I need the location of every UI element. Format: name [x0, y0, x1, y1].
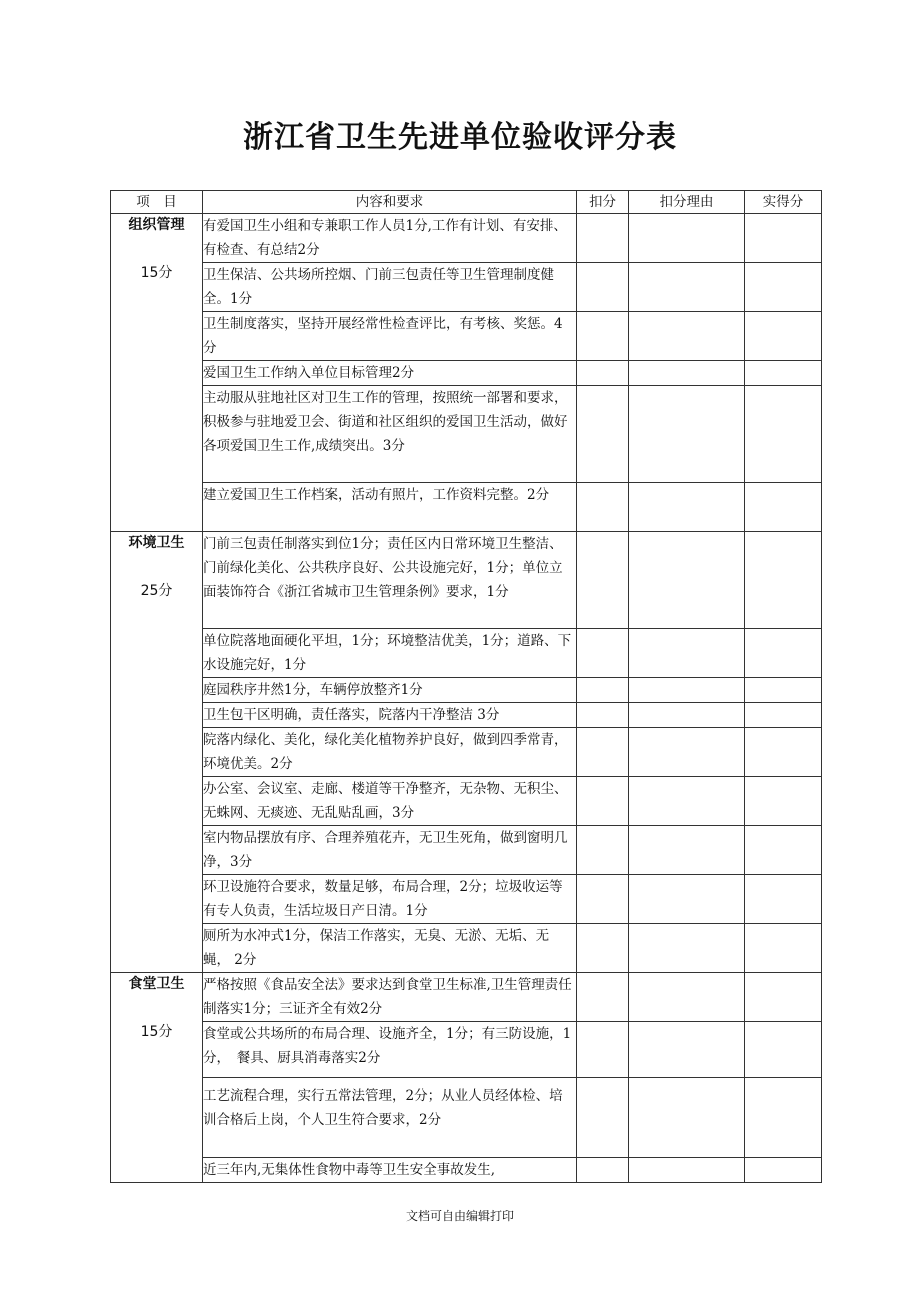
- reason-cell[interactable]: [629, 214, 745, 263]
- table-row: [111, 678, 822, 703]
- actual-cell[interactable]: [745, 728, 822, 777]
- requirement-text: 办公室、会议室、走廊、楼道等干净整齐，无杂物、无积尘、无蛛网、无痰迹、无乱贴乱画，3分: [203, 777, 577, 826]
- requirement-text: 严格按照《食品安全法》要求达到食堂卫生标准,卫生管理责任制落实1分；三证齐全有效2分: [203, 973, 577, 1022]
- deduct-cell[interactable]: [577, 924, 629, 973]
- deduct-cell[interactable]: [577, 532, 629, 629]
- requirement-text: 院落内绿化、美化，绿化美化植物养护良好，做到四季常青，环境优美。2分: [203, 728, 577, 777]
- requirement-text: 卫生包干区明确，责任落实，院落内干净整洁 3分: [203, 703, 577, 728]
- actual-cell[interactable]: [745, 1158, 822, 1183]
- actual-cell[interactable]: [745, 312, 822, 361]
- table-row: [111, 629, 822, 678]
- section-cell: [111, 214, 203, 532]
- section-name: 环境卫生: [128, 535, 185, 551]
- section-score: 15分: [140, 1024, 173, 1040]
- requirement-text: 有爱国卫生小组和专兼职工作人员1分,工作有计划、有安排、有检查、有总结2分: [203, 214, 577, 263]
- requirement-text: 单位院落地面硬化平坦，1分；环境整洁优美，1分；道路、下水设施完好，1分: [203, 629, 577, 678]
- table-row: [111, 1158, 822, 1183]
- reason-cell[interactable]: [629, 1158, 745, 1183]
- reason-cell[interactable]: [629, 703, 745, 728]
- deduct-cell[interactable]: [577, 1158, 629, 1183]
- table-row: [111, 703, 822, 728]
- reason-cell[interactable]: [629, 532, 745, 629]
- actual-cell[interactable]: [745, 214, 822, 263]
- section-score: 15分: [140, 265, 173, 281]
- section-cell: [111, 973, 203, 1183]
- table-row: [111, 826, 822, 875]
- table-row: [111, 875, 822, 924]
- actual-cell[interactable]: [745, 1022, 822, 1078]
- deduct-cell[interactable]: [577, 386, 629, 483]
- requirement-text: 卫生制度落实，坚持开展经常性检查评比，有考核、奖惩。4分: [203, 312, 577, 361]
- reason-cell[interactable]: [629, 678, 745, 703]
- requirement-text: 爱国卫生工作纳入单位目标管理2分: [203, 361, 577, 386]
- deduct-cell[interactable]: [577, 1078, 629, 1158]
- actual-cell[interactable]: [745, 483, 822, 532]
- header-item: 项 目: [111, 191, 203, 214]
- reason-cell[interactable]: [629, 875, 745, 924]
- table-row: [111, 312, 822, 361]
- reason-cell[interactable]: [629, 629, 745, 678]
- table-row: [111, 973, 822, 1022]
- reason-cell[interactable]: [629, 361, 745, 386]
- table-row: [111, 924, 822, 973]
- actual-cell[interactable]: [745, 924, 822, 973]
- section-name: 组织管理: [128, 217, 185, 233]
- page-footer: 文档可自由编辑打印: [405, 1209, 514, 1223]
- reason-cell[interactable]: [629, 386, 745, 483]
- reason-cell[interactable]: [629, 1078, 745, 1158]
- requirement-text: 工艺流程合理，实行五常法管理，2分；从业人员经体检、培训合格后上岗，个人卫生符合要求，2分: [203, 1078, 577, 1158]
- table-row: [111, 483, 822, 532]
- actual-cell[interactable]: [745, 777, 822, 826]
- deduct-cell[interactable]: [577, 703, 629, 728]
- reason-cell[interactable]: [629, 483, 745, 532]
- deduct-cell[interactable]: [577, 629, 629, 678]
- table-row: [111, 1078, 822, 1158]
- section-name: 食堂卫生: [128, 976, 185, 992]
- header-content: 内容和要求: [203, 191, 577, 214]
- table-row: [111, 1022, 822, 1078]
- section-score: 25分: [140, 583, 173, 599]
- table-row: [111, 728, 822, 777]
- requirement-text: 近三年内,无集体性食物中毒等卫生安全事故发生,: [203, 1158, 577, 1183]
- score-table: [110, 190, 822, 1183]
- reason-cell[interactable]: [629, 924, 745, 973]
- reason-cell[interactable]: [629, 312, 745, 361]
- table-row: [111, 214, 822, 263]
- reason-cell[interactable]: [629, 777, 745, 826]
- requirement-text: 室内物品摆放有序、合理养殖花卉，无卫生死角，做到窗明几净，3分: [203, 826, 577, 875]
- deduct-cell[interactable]: [577, 826, 629, 875]
- requirement-text: 厕所为水冲式1分，保洁工作落实，无臭、无淤、无垢、无蝇， 2分: [203, 924, 577, 973]
- actual-cell[interactable]: [745, 703, 822, 728]
- deduct-cell[interactable]: [577, 1022, 629, 1078]
- requirement-text: 环卫设施符合要求，数量足够，布局合理，2分；垃圾收运等有专人负责，生活垃圾日产日清。1分: [203, 875, 577, 924]
- actual-cell[interactable]: [745, 973, 822, 1022]
- requirement-text: 门前三包责任制落实到位1分；责任区内日常环境卫生整洁、门前绿化美化、公共秩序良好、公共设施完好，1分；单位立面装饰符合《浙江省城市卫生管理条例》要求，1分: [203, 532, 577, 629]
- actual-cell[interactable]: [745, 386, 822, 483]
- deduct-cell[interactable]: [577, 973, 629, 1022]
- header-reason: 扣分理由: [629, 191, 745, 214]
- actual-cell[interactable]: [745, 1078, 822, 1158]
- deduct-cell[interactable]: [577, 214, 629, 263]
- deduct-cell[interactable]: [577, 728, 629, 777]
- table-row: [111, 532, 822, 629]
- deduct-cell[interactable]: [577, 483, 629, 532]
- deduct-cell[interactable]: [577, 875, 629, 924]
- actual-cell[interactable]: [745, 629, 822, 678]
- requirement-text: 主动服从驻地社区对卫生工作的管理，按照统一部署和要求，积极参与驻地爱卫会、街道和社区组织的爱国卫生活动，做好各项爱国卫生工作,成绩突出。3分: [203, 386, 577, 483]
- deduct-cell[interactable]: [577, 312, 629, 361]
- actual-cell[interactable]: [745, 532, 822, 629]
- header-actual: 实得分: [745, 191, 822, 214]
- section-cell: [111, 532, 203, 973]
- table-row: [111, 386, 822, 483]
- table-row: [111, 777, 822, 826]
- table-row: [111, 361, 822, 386]
- reason-cell[interactable]: [629, 263, 745, 312]
- actual-cell[interactable]: [745, 875, 822, 924]
- requirement-text: 卫生保洁、公共场所控烟、门前三包责任等卫生管理制度健全。1分: [203, 263, 577, 312]
- actual-cell[interactable]: [745, 361, 822, 386]
- reason-cell[interactable]: [629, 728, 745, 777]
- reason-cell[interactable]: [629, 826, 745, 875]
- header-deduct: 扣分: [577, 191, 629, 214]
- actual-cell[interactable]: [745, 263, 822, 312]
- actual-cell[interactable]: [745, 678, 822, 703]
- requirement-text: 食堂或公共场所的布局合理、设施齐全，1分；有三防设施，1分， 餐具、厨具消毒落实2分: [203, 1022, 577, 1078]
- table-row: [111, 263, 822, 312]
- requirement-text: 建立爱国卫生工作档案，活动有照片，工作资料完整。2分: [203, 483, 577, 532]
- deduct-cell[interactable]: [577, 361, 629, 386]
- reason-cell[interactable]: [629, 973, 745, 1022]
- reason-cell[interactable]: [629, 1022, 745, 1078]
- deduct-cell[interactable]: [577, 678, 629, 703]
- deduct-cell[interactable]: [577, 777, 629, 826]
- deduct-cell[interactable]: [577, 263, 629, 312]
- header-row: [111, 191, 822, 214]
- page-title: 浙江省卫生先进单位验收评分表: [243, 120, 677, 155]
- requirement-text: 庭园秩序井然1分，车辆停放整齐1分: [203, 678, 577, 703]
- actual-cell[interactable]: [745, 826, 822, 875]
